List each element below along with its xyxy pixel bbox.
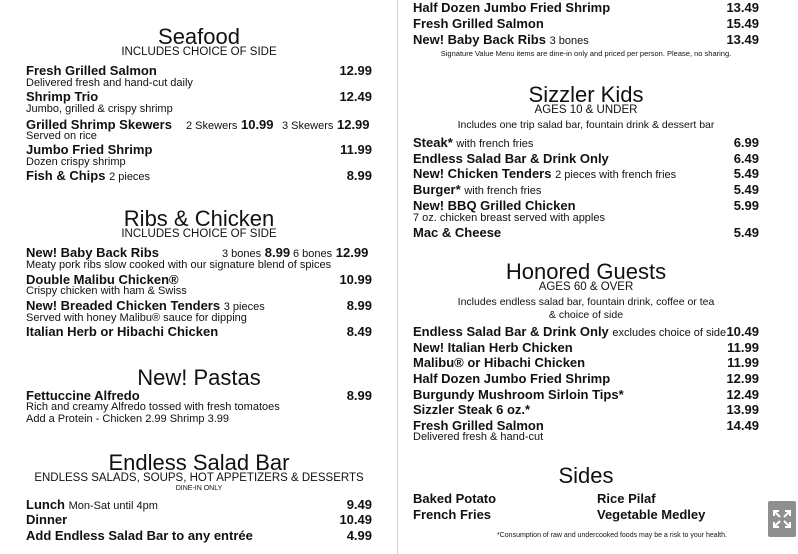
menu-item: New! BBQ Grilled Chicken 5.99 — [413, 198, 759, 213]
kids-intro: Includes one trip salad bar, fountain drink & dessert bar — [457, 119, 715, 131]
menu-item: Fresh Grilled Salmon 14.49 — [413, 418, 759, 433]
kids-title: Sizzler Kids — [528, 82, 644, 107]
side-item: French Fries — [413, 507, 492, 522]
expand-icon — [773, 510, 791, 528]
item-description: Dozen crispy shrimp — [26, 156, 126, 168]
salad-bar-title: Endless Salad Bar — [108, 450, 290, 475]
menu-item: Double Malibu Chicken® 10.99 — [26, 272, 372, 287]
salad-bar-note: DINE-IN ONLY — [175, 485, 223, 492]
menu-item: Fish & Chips 2 pieces 8.99 — [26, 168, 372, 183]
side-item: Vegetable Medley — [597, 507, 706, 522]
menu-item: Dinner 10.49 — [26, 512, 372, 527]
honored-intro: Includes endless salad bar, fountain drink, coffee or tea — [457, 296, 715, 308]
menu-item: New! Italian Herb Chicken 11.99 — [413, 340, 759, 355]
menu-item: Endless Salad Bar & Drink Only 6.49 — [413, 151, 759, 166]
seafood-subtitle: INCLUDES CHOICE OF SIDE — [121, 46, 277, 58]
kids-subtitle: AGES 10 & UNDER — [534, 104, 638, 116]
item-description: Served with honey Malibu® sauce for dipping — [26, 312, 247, 324]
item-description: Rich and creamy Alfredo tossed with fresh tomatoes — [26, 401, 280, 413]
menu-item: New! Baby Back Ribs 3 bones 8.99 6 bones 12.99 — [26, 245, 369, 260]
menu-item: Half Dozen Jumbo Fried Shrimp 12.99 — [413, 371, 759, 386]
menu-item: Burger* with french fries 5.49 — [413, 182, 759, 197]
menu-item: Fresh Grilled Salmon 15.49 — [413, 16, 759, 31]
menu-item: Jumbo Fried Shrimp 11.99 — [26, 142, 372, 157]
menu-item: New! Breaded Chicken Tenders 3 pieces 8.99 — [26, 298, 372, 313]
ribs-title: Ribs & Chicken — [123, 206, 275, 231]
sides-title: Sides — [558, 463, 614, 488]
item-description: Delivered fresh and hand-cut daily — [26, 77, 193, 89]
item-description: Delivered fresh & hand-cut — [413, 431, 544, 443]
menu-item: Lunch Mon-Sat until 4pm 9.49 — [26, 497, 372, 512]
menu-item: Mac & Cheese 5.49 — [413, 225, 759, 240]
item-description: Crispy chicken with ham & Swiss — [26, 285, 187, 297]
honored-intro-2: & choice of side — [548, 309, 624, 321]
menu-item: Add Endless Salad Bar to any entrée 4.99 — [26, 528, 372, 543]
pastas-title: New! Pastas — [137, 365, 261, 390]
column-divider — [397, 0, 398, 554]
menu-item: Italian Herb or Hibachi Chicken 8.49 — [26, 324, 372, 339]
menu-item: Grilled Shrimp Skewers 2 Skewers 10.99 3 Skewers 12.99 — [26, 117, 370, 132]
menu-item: New! Chicken Tenders 2 pieces with french fries 5.49 — [413, 166, 759, 181]
menu-item: Burgundy Mushroom Sirloin Tips* 12.49 — [413, 387, 759, 402]
menu-item: Endless Salad Bar & Drink Only excludes choice of side 10.49 — [413, 324, 759, 339]
side-item: Baked Potato — [413, 491, 497, 506]
item-description: Add a Protein - Chicken 2.99 Shrimp 3.99 — [26, 413, 230, 425]
item-description: Served on rice — [26, 130, 97, 142]
menu-item: Shrimp Trio 12.49 — [26, 89, 372, 104]
honored-title: Honored Guests — [505, 259, 667, 284]
menu-item: Half Dozen Jumbo Fried Shrimp 13.49 — [413, 0, 759, 15]
menu-item: Sizzler Steak 6 oz.* 13.99 — [413, 402, 759, 417]
item-description: Meaty pork ribs slow cooked with our signature blend of spices — [26, 259, 332, 271]
menu-item: Malibu® or Hibachi Chicken 11.99 — [413, 355, 759, 370]
expand-button[interactable] — [768, 501, 796, 537]
health-footnote: *Consumption of raw and undercooked foods may be a risk to your health. — [497, 532, 727, 539]
salad-bar-subtitle: ENDLESS SALADS, SOUPS, HOT APPETIZERS & DESSERTS — [34, 472, 364, 484]
value-menu-note: Signature Value Menu items are dine-in only and priced per person. Please, no sharing. — [440, 49, 732, 58]
menu-item: Steak* with french fries 6.99 — [413, 135, 759, 150]
menu-item: New! Baby Back Ribs 3 bones 13.49 — [413, 32, 759, 47]
seafood-title: Seafood — [158, 24, 240, 49]
menu-item: Fettuccine Alfredo 8.99 — [26, 388, 372, 403]
honored-subtitle: AGES 60 & OVER — [538, 281, 634, 293]
ribs-subtitle: INCLUDES CHOICE OF SIDE — [121, 228, 277, 240]
side-item: Rice Pilaf — [597, 491, 656, 506]
menu-item: Fresh Grilled Salmon 12.99 — [26, 63, 372, 78]
item-description: Jumbo, grilled & crispy shrimp — [26, 103, 173, 115]
item-description: 7 oz. chicken breast served with apples — [413, 212, 605, 224]
